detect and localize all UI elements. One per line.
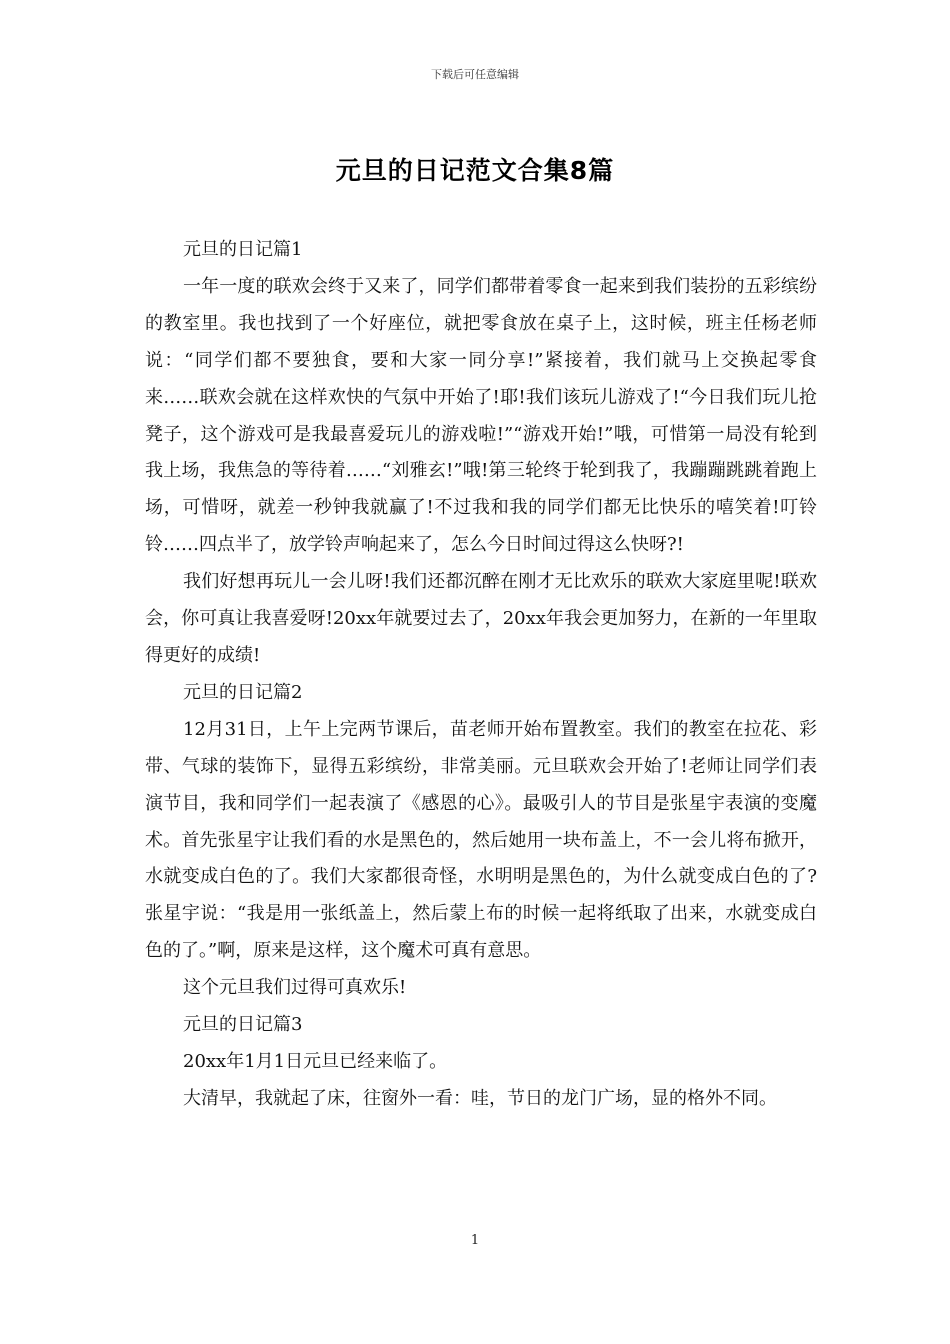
paragraph: 20xx年1月1日元旦已经来临了。 [183, 1050, 448, 1072]
document-title: 元旦的日记范文合集8篇 [335, 156, 615, 185]
paragraph: 一年一度的联欢会终于又来了，同学们都带着零食一起来到我们装扮的五彩缤纷的教室里。我也找到了一个好座位，就把零食放在桌子上，这时候，班主任杨老师说：“同学们都不要独食，要和大家一同分享!”紧接着，我们就马上交换起零食来……联欢会就在这样欢快的气氛中开始了!耶!我们该玩儿游戏了!“今日我们玩儿抢凳子，这个游戏可是我最喜爱玩儿的游戏啦!”“游戏开始!”哦，可惜第一局没有轮到我上场，我焦急的等待着……“刘雅玄!”哦!第三轮终于轮到我了，我蹦蹦跳跳着跑上场，可惜呀，就差一秒钟我就赢了!不过我和我的同学们都无比快乐的嘻笑着!叮铃铃……四点半了，放学铃声响起来了，怎么今日时间过得这么快呀?! [145, 275, 817, 556]
section-heading-1: 元旦的日记篇1 [183, 239, 303, 260]
section-heading-3: 元旦的日记篇3 [183, 1014, 303, 1036]
paragraph: 我们好想再玩儿一会儿呀!我们还都沉醉在刚才无比欢乐的联欢大家庭里呢!联欢会，你可真让我喜爱呀!20xx年就要过去了，20xx年我会更加努力，在新的一年里取得更好的成绩! [145, 571, 817, 666]
paragraph: 这个元旦我们过得可真欢乐! [183, 977, 407, 999]
page-number: 1 [470, 1233, 480, 1248]
header-note: 下载后可任意编辑 [431, 68, 519, 81]
paragraph: 12月31日，上午上完两节课后，苗老师开始布置教室。我们的教室在拉花、彩带、气球的装饰下，显得五彩缤纷，非常美丽。元旦联欢会开始了!老师让同学们表演节目，我和同学们一起表演了《感恩的心》。最吸引人的节目是张星宇表演的变魔术。首先张星宇让我们看的水是黑色的，然后她用一块布盖上，不一会儿将布掀开，水就变成白色的了。我们大家都很奇怪，水明明是黑色的，为什么就变成白色的了?张星宇说：“我是用一张纸盖上，然后蒙上布的时候一起将纸取了出来，水就变成白色的了。”啊，原来是这样，这个魔术可真有意思。 [145, 718, 817, 962]
section-heading-2: 元旦的日记篇2 [183, 681, 303, 703]
paragraph: 大清早，我就起了床，往窗外一看：哇，节日的龙门广场，显的格外不同。 [183, 1087, 777, 1109]
document-body [145, 232, 817, 1118]
